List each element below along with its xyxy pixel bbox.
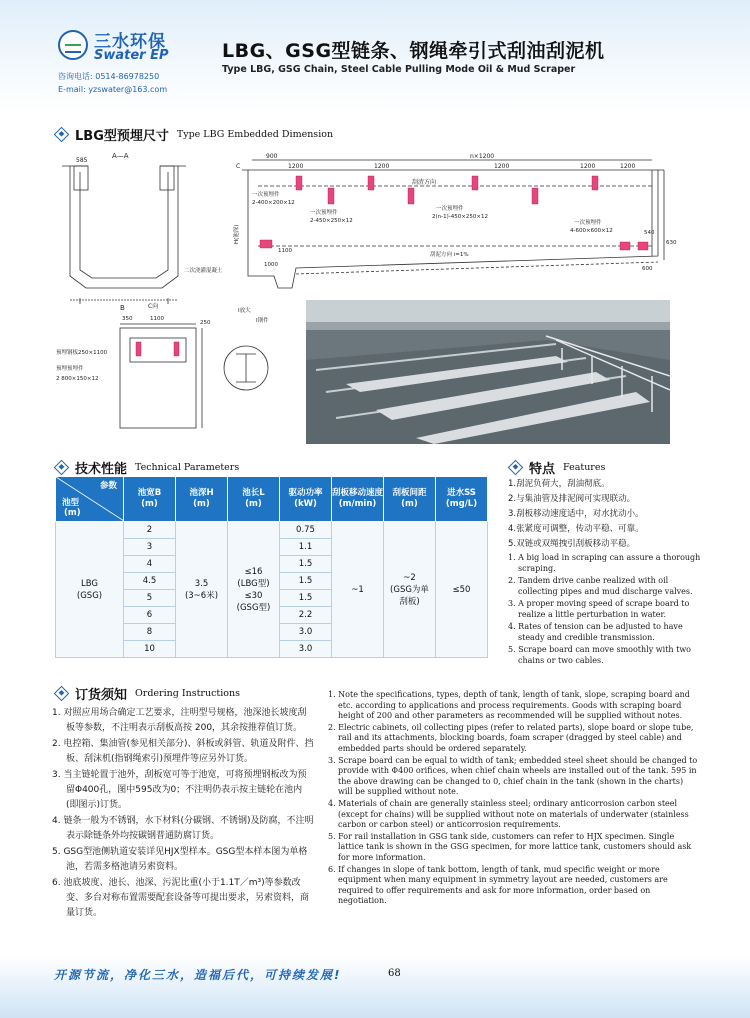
header-speed: 刮板移动速度 (m/min) [332,477,384,522]
header-length: 池长L (m) [228,477,280,522]
cell-power: 3.0 [280,624,332,641]
cell-spacing: ~2 (GSG为单 刮板) [384,522,436,658]
ordering-zh [52,706,314,922]
list-item: 1. 对照应用场合确定工艺要求，注明型号规格，池深池长坡度刮板等参数，不注明表示刮板高按 200，其余按推荐值订货。 [52,708,307,733]
label-1200-c: 1200 [494,163,510,170]
cell-power: 3.0 [280,641,332,658]
section-ordering-en: Ordering Instructions [135,688,240,699]
cell-width: 5 [124,590,176,607]
label-350: 350 [122,316,133,322]
section-dimension-heading [56,125,333,144]
label-250: 250 [200,320,211,326]
features-en [508,553,708,666]
list-item: 4. Materials of chain are generally stainless steel; ordinary anticorrosion carbon steel (except for chains) will be supplied without note on materials of underwater (stainless carbon or carbon steel) or anticorrosion requirements. [328,798,689,830]
list-item: 2. 电控箱、集油管(参见相关部分)、斜板或斜管、轨道及附件、挡板、刮沫机(指钢绳索引)预埋件等应另外订货。 [52,739,314,764]
section-features-en: Features [563,462,606,473]
label-900: 900 [266,153,278,160]
label-embed-2: 一次预埋件 [310,210,338,216]
cell-power: 1.1 [280,539,332,556]
cell-width: 8 [124,624,176,641]
section-ordering-heading [56,684,240,703]
list-item: 5. For rail installation in GSG tank side, customers can refer to HJX specimen. Single lattice tank is shown in the GSG specimen, for more lattice tank, customers should ask for more information. [328,831,692,862]
list-item: 3. 当主链轮置于池外，刮板宽可等于池宽，可将预埋钢板改为预留Φ400孔，图中595改为0；不注明仍表示按主链轮在池内(即图示)订货。 [52,770,307,810]
label-1100-b: 1100 [150,316,164,322]
table-row [56,522,488,539]
label-second-pour: 二次浇灌混凝土 [184,268,223,274]
cell-width: 4.5 [124,573,176,590]
label-i-view: I放大 [238,308,251,314]
list-item: 5.双链或双绳拽引刮板移动平稳。 [508,539,636,549]
label-embed-4: 一次预埋件 [574,220,602,226]
cell-power: 0.75 [280,522,332,539]
cell-width: 6 [124,607,176,624]
ordering-en [328,690,698,908]
header-param: 参数 [99,481,117,491]
list-item: 6. 池底坡度、池长、池深、污泥比重(小于1.1T／m³)等参数改变、多台对称布置需要配套设备等可提出要求，另索资料，商量订货。 [52,878,310,918]
list-item: 4. Rates of tension can be adjusted to have steady and credible transmission. [508,622,683,642]
list-item: 2. Tandem drive canbe realized with oil collecting pipes and mud discharge valves. [508,576,693,596]
label-embed-1-val: 2-400×200×12 [252,200,295,206]
section-params-heading [56,458,239,477]
label-600: 600 [642,266,653,272]
label-slope: 刮泥方向 i=1% [430,252,469,258]
list-item: 2. Electric cabinets, oil collecting pipes (refer to related parts), slope board or slope tube, rail and its attachments, blocking boards, foam scraper (dragged by steel cable) and embedded parts should be ordered separately. [328,722,694,753]
features-zh [508,478,708,550]
label-1200-b: 1200 [374,163,390,170]
list-item: 1.刮泥负荷大，刮油彻底。 [508,479,610,489]
label-a-a: A—A [112,152,129,160]
header-depth: 池深H (m) [176,477,228,522]
section-a-a-view [62,166,186,304]
cell-model: LBG (GSG) [56,522,124,658]
diamond-icon [54,460,70,476]
cell-width: 3 [124,539,176,556]
section-params-cn: 技术性能 [75,462,128,477]
list-item: 5. GSG型池侧轨道安装详见HJX型样本。GSG型本样本图为单格池，若需多格池请另索资料。 [52,847,308,872]
label-1200-e: 1200 [620,163,636,170]
header-power: 驱动功率 (kW) [280,477,332,522]
list-item: 1. Note the specifications, types, depth of tank, length of tank, slope, scraping board and etc. according to applications and process requirements. Goods with scraping board height of 200 and other parameters as recommended will be supplied without notes. [328,690,690,721]
c-view-drawing [120,324,202,428]
page-number: 68 [388,968,401,979]
cell-depth: 3.5 (3~6米) [176,522,228,658]
diamond-icon [508,460,524,476]
header-model: 池型 [62,498,80,508]
cell-power: 1.5 [280,556,332,573]
label-n1200: n×1200 [470,153,495,160]
footer-slogan: 开源节流，净化三水，造福后代，可持续发展! [54,968,342,982]
list-item: 5. Scrape board can move smoothly with two chains or two cables. [508,645,691,665]
list-item: 2.与集油管及排泥阀可实现联动。 [508,494,636,504]
label-1000: 1000 [264,262,278,268]
page-subtitle: Type LBG, GSG Chain, Steel Cable Pulling Mode Oil & Mud Scraper [222,64,576,75]
label-pre-embed: 预埋预埋件 [56,366,84,372]
label-c-view: C向 [148,303,159,310]
cell-width: 4 [124,556,176,573]
label-direction: 刮渣方向 [412,179,437,186]
cell-speed: ~1 [332,522,384,658]
header-width: 池宽B (m) [124,477,176,522]
contact-info [58,70,167,96]
label-630: 630 [666,240,677,246]
i-detail-drawing [224,346,268,390]
cell-power: 1.5 [280,590,332,607]
header-ss: 进水SS (mg/L) [436,477,488,522]
params-table [55,476,488,658]
section-ordering-cn: 订货须知 [75,688,128,703]
label-embed-4-val: 4-600×600×12 [570,228,613,234]
label-585: 585 [76,157,88,164]
params-header-row [56,477,488,522]
email-text: E-mail: yzswater@163.com [58,85,168,94]
label-i-steel: I钢件 [256,318,269,324]
section-dimension-en: Type LBG Embedded Dimension [176,129,334,140]
label-embed-2-val: 2-450×250×12 [310,218,353,224]
cell-width: 10 [124,641,176,658]
label-pre-embed-val: 2 800×150×12 [56,376,99,382]
list-item: 3. Scrape board can be equal to width of tank; embedded steel sheet should be changed to provide with Φ400 orifices, when chief chain wheels are installed out of the tank. 595 in the above drawing can be changed to 0, chief chain in the tank (shown in the charts) will be supplied without note. [328,755,698,797]
label-pre-plate: 预埋钢板250×1100 [56,350,108,356]
header-spacing: 刮板间距 (m) [384,477,436,522]
section-features-heading [510,458,605,477]
header-model-unit: (m) [64,508,81,518]
features-list [508,478,708,668]
label-embed-3-val: 2(n-1)-450×250×12 [432,214,488,220]
logo [58,30,208,66]
list-item: 3. A proper moving speed of scrape board to realize a little perturbation in water. [508,599,690,619]
section-dimension-cn: LBG型预埋尺寸 [75,129,169,144]
section-features-cn: 特点 [529,462,556,477]
diamond-icon [54,686,70,702]
cell-ss: ≤50 [436,522,488,658]
list-item: 3.刮板移动速度适中，对水扰动小。 [508,509,644,519]
page-title: LBG、GSG型链条、钢绳牵引式刮油刮泥机 [222,40,605,62]
diamond-icon [54,127,70,143]
list-item: 1. A big load in scraping can assure a thorough scraping. [508,553,701,573]
cell-width: 2 [124,522,176,539]
list-item: 4.张紧度可调整，传动平稳、可靠。 [508,524,644,534]
params-header-corner [56,477,124,522]
label-embed-3: 一次预埋件 [436,206,464,212]
label-540: 540 [644,230,655,236]
c-view-plates [136,342,179,356]
logo-en: Swater EP [94,48,169,63]
cell-length: ≤16 (LBG型) ≤30 (GSG型) [228,522,280,658]
logo-cn: 三水环保 [94,32,166,52]
label-1200-d: 1200 [580,163,596,170]
label-h: H(池深) [234,224,240,244]
label-1200-a: 1200 [288,163,304,170]
tank-photo [306,300,670,444]
label-embed-1: 一次预埋件 [252,192,280,198]
cell-power: 2.2 [280,607,332,624]
list-item: 6. If changes in slope of tank bottom, length of tank, mud specific weight or more equipment when many equipment in symmetry layout are needed, customers are required to offer requirements and ask for more information, order based on negotiation. [328,864,668,906]
label-1100: 1100 [278,248,292,254]
phone-text: 咨询电话: 0514-86978250 [58,72,160,81]
logo-icon [58,30,88,60]
label-c: C [236,163,241,170]
list-item: 4. 链条一般为不锈钢，水下材料(分碳钢、不锈钢)及防腐，不注明表示除链条外均按碳钢普通防腐订货。 [52,816,314,841]
cell-power: 1.5 [280,573,332,590]
label-b: B [120,304,125,312]
section-params-en: Technical Parameters [135,462,240,473]
